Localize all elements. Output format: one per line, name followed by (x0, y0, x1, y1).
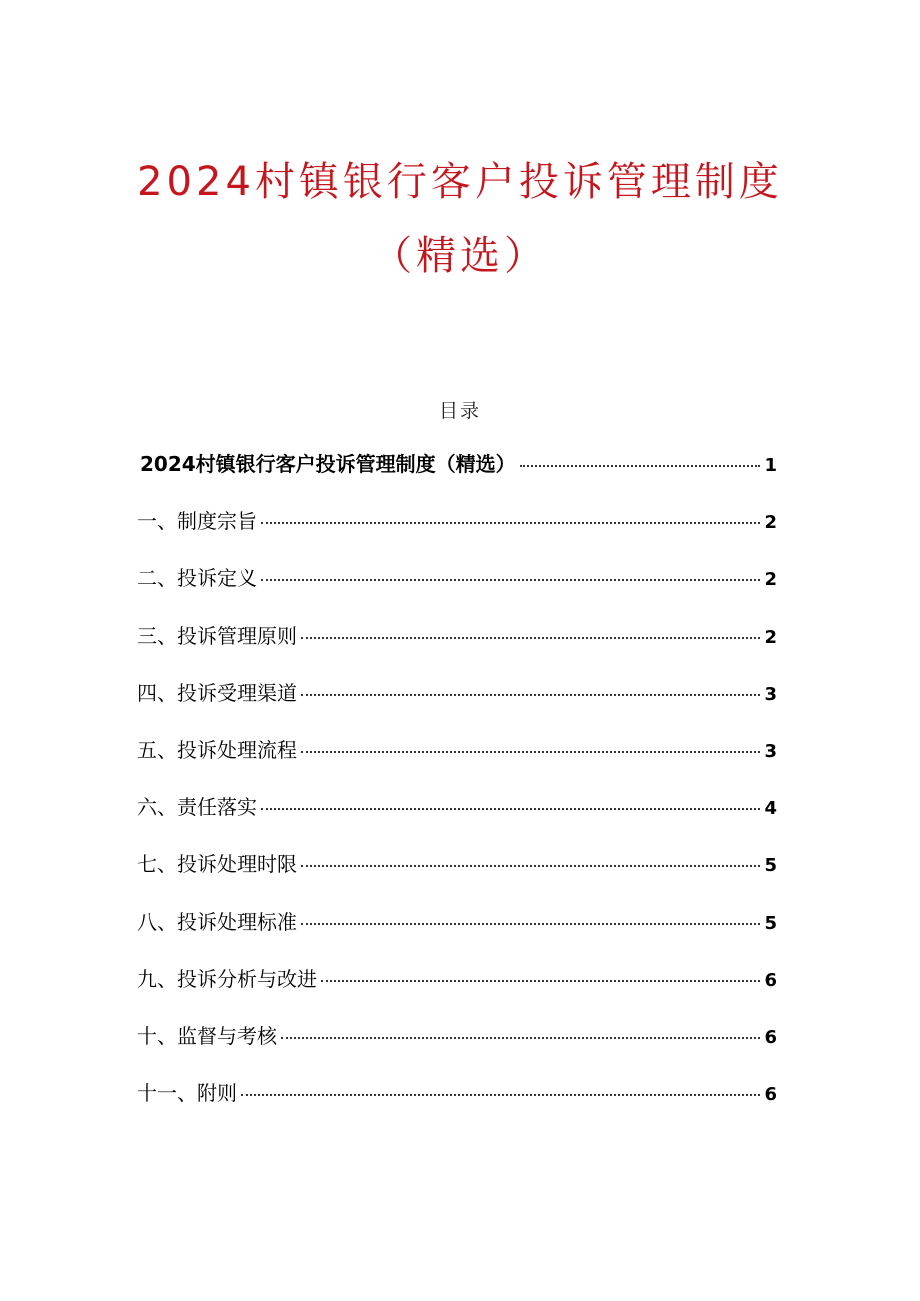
toc-page-number: 5 (764, 912, 777, 934)
toc-entry-label: 五、投诉处理流程 (137, 737, 297, 762)
toc-page-number: 4 (764, 798, 777, 820)
toc-page-number: 2 (764, 626, 777, 648)
toc-entry-label: 六、责任落实 (137, 795, 257, 820)
document-title-line-2: （精选） (372, 233, 548, 279)
toc-entry-label: 九、投诉分析与改进 (137, 966, 317, 991)
toc-page-number: 6 (764, 1026, 777, 1048)
toc-heading: 目录 (438, 400, 481, 422)
toc-entry-5[interactable] (137, 734, 777, 791)
toc-entry-4[interactable] (137, 677, 777, 734)
toc-entry-label: 十、监督与考核 (137, 1023, 277, 1048)
toc-entry-label: 八、投诉处理标准 (137, 909, 297, 934)
toc-dot-leader (261, 522, 760, 524)
toc-dot-leader (520, 465, 761, 467)
toc-entry-label: 三、投诉管理原则 (137, 623, 297, 648)
toc-page-number: 1 (764, 455, 777, 476)
toc-dot-leader (281, 1037, 760, 1039)
toc-dot-leader (301, 694, 760, 696)
toc-dot-leader (301, 865, 760, 867)
toc-page-number: 5 (764, 855, 777, 877)
toc-page-number: 2 (764, 569, 777, 591)
document-title-line-1: 2024村镇银行客户投诉管理制度 (137, 159, 783, 205)
toc-dot-leader (241, 1094, 760, 1096)
toc-page-number: 6 (764, 969, 777, 991)
toc-entry-label: 四、投诉受理渠道 (137, 680, 297, 705)
toc-page-number: 2 (764, 512, 777, 534)
toc-entry-title[interactable] (137, 448, 777, 505)
toc-entry-11[interactable] (137, 1077, 777, 1134)
toc-entry-label: 一、制度宗旨 (137, 509, 257, 534)
toc-entry-label: 2024村镇银行客户投诉管理制度（精选） (140, 452, 516, 476)
toc-dot-leader (261, 808, 760, 810)
toc-entry-label: 十一、附则 (137, 1081, 237, 1106)
toc-dot-leader (301, 751, 760, 753)
toc-entry-7[interactable] (137, 848, 777, 905)
toc-page-number: 3 (764, 683, 777, 705)
toc-dot-leader (301, 923, 760, 925)
toc-entry-10[interactable] (137, 1020, 777, 1077)
toc-entry-8[interactable] (137, 906, 777, 963)
toc-entry-label: 二、投诉定义 (137, 566, 257, 591)
toc-dot-leader (261, 579, 760, 581)
toc-entry-9[interactable] (137, 963, 777, 1020)
toc-entry-1[interactable] (137, 505, 777, 562)
toc-entry-6[interactable] (137, 791, 777, 848)
toc-entry-3[interactable] (137, 620, 777, 677)
toc-dot-leader (321, 980, 760, 982)
toc-dot-leader (301, 637, 760, 639)
toc-page-number: 6 (764, 1084, 777, 1106)
toc-entry-2[interactable] (137, 562, 777, 619)
table-of-contents (137, 448, 777, 1134)
toc-page-number: 3 (764, 740, 777, 762)
toc-entry-label: 七、投诉处理时限 (137, 852, 297, 877)
